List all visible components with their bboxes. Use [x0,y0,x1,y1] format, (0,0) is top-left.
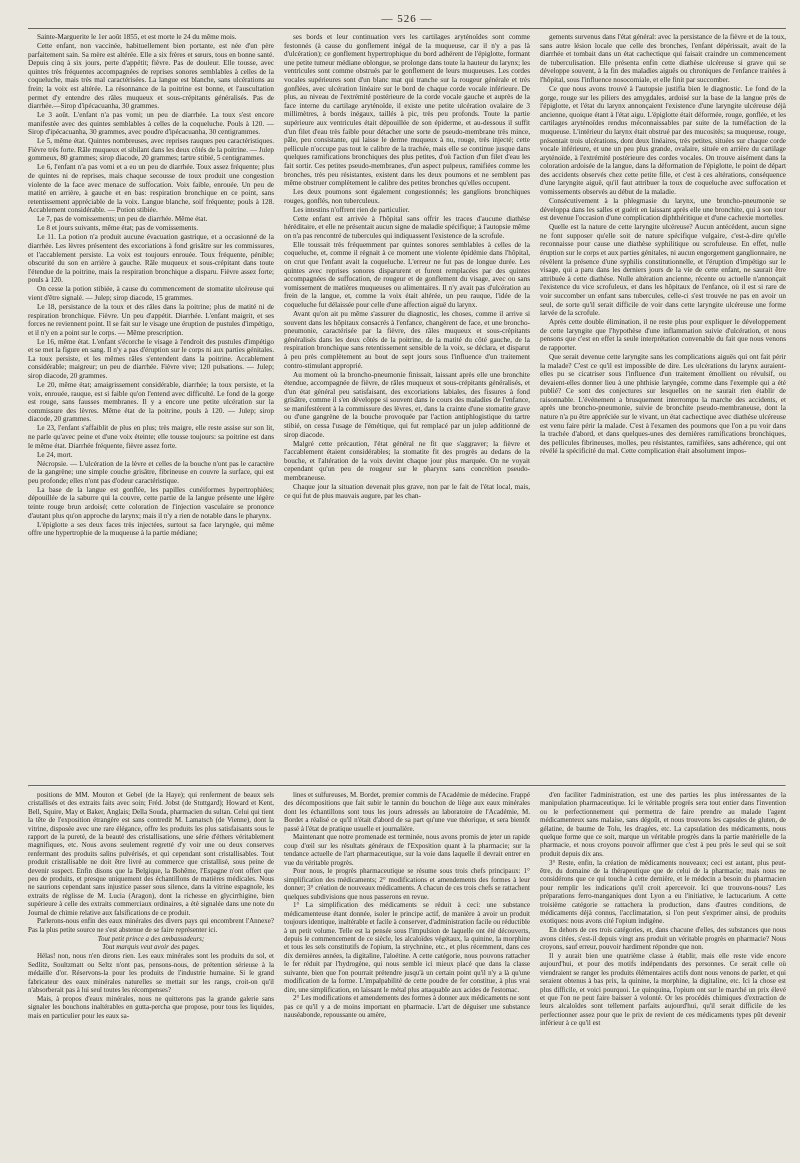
paragraph: Le 11. La potion n'a produit aucune évacuation gastrique, et a occasionné de la diarrhée. Les lèvres présentent des excoriations à fond grisâtre sur les commissures, et l'accablement persiste. La voix est toujours enrouée. Toux fréquente, pénible; obscurité du son en arrière à gauche. Râle muqueux et sous-crépitant dans toute l'étendue de la poitrine, mais la respiration bronchique a disparu. Fièvre assez forte; pouls à 120. [28,233,274,285]
paragraph: Il y aurait bien une quatrième classe à établir, mais elle reste vide encore aujourd'hui, et pour des motifs indépendants des personnes. Ce serait celle où viendraient se ranger les produits élémentaires actifs dont nous venons de parler, et qui seraient obtenus à bas prix, la quinine, la morphine, la digitaline, etc. Ici la chose est plus difficile, et voici pourquoi. Le quinquina, l'opium ont sur le marché un prix élevé et que l'on ne peut faire baisser à volonté. Or les procédés chimiques d'extraction de leurs alcaloïdes sont tellement parfaits aujourd'hui, qu'il serait difficile de les perfectionner assez pour que le prix de revient de ces médicaments types pût devenir inférieur à ce qu'il est [540,951,786,1028]
paragraph: Que serait devenue cette laryngite sans les complications aiguës qui ont fait périr la malade? C'est ce qu'il est impossible de dire. Les ulcérations du larynx auraient-elles pu se cicatriser sous l'influence d'un traitement émollient ou révulsif, ou devaient-elles donner lieu à une phthisie laryngée, comme dans l'exemple qui a été publié? Ce sont des conjectures sur lesquelles on ne saurait rien établir de raisonnable. L'événement a brusquement interrompu la marche des accidents, et après une broncho-pneumonie, suivie de bronchite pseudo-membraneuse, dont la nature n'a pu être appréciée sur le vivant, un état cachectique avec diathèse ulcéreuse est venu faire périr la malade. C'est à l'examen des poumons que l'on a pu voir dans la trachée d'abord, et dans quelques-unes des dernières ramifications bronchiques, des pellicules fibrineuses, molles, peu résistantes, ramifiées, sans adhérence, qui ont révélé la spécificité du mal. Cette complication était absolument impos- [540,352,786,456]
paragraph: Hélas! non, nous n'en dirons rien. Les eaux minérales sont les produits du sol, et Sedlitz, Soultzmatt ou Seltz n'ont pas, pensons-nous, de prétention sérieuse à la médaille d'or. Réservons-la pour les produits de l'industrie humaine. Si le grand fabricateur des eaux minérales naturelles se mettait sur les rangs, croit-on qu'il n'absorberait pas à lui seul toutes les récompenses? [28,952,274,994]
paragraph: L'épiglotte a ses deux faces très injectées, surtout sa face laryngée, qui même offre une hypertrophie de la muqueuse à la partie médiane; [28,520,274,538]
paragraph: Avant qu'on ait pu même s'assurer du diagnostic, les choses, comme il arrive si souvent dans les hôpitaux consacrés à l'enfance, changèrent de face, et une broncho-pneumonie, caractérisée par la fièvre, des râles muqueux et sous-crépitants généralisés dans les deux côtés de la poitrine, de la matité du côté gauche, de la respiration bronchique sans retentissement sensible de la voix, se déclara, et disparut à peu près complètement au bout de sept jours sous l'influence d'un traitement contro-stimulant approprié. [284,309,530,370]
upper-column-1 [28,33,274,785]
paragraph: Cette enfant, non vaccinée, habituellement bien portante, est née d'un père parfaitement sain. Sa mère est altérée. Elle a six frères et sœurs, tous en bonne santé. Depuis cinq à six jours, perte d'appétit; fièvre. Pas de douleur. Elle tousse, avec quintes très fréquentes accompagnées de reprises sonores semblables à celles de la coqueluche, mais très mal caractérisées. La langue est blanche, sans ulcérations au frein; la voix est altérée. La résonnance de la poitrine est bonne, et l'auscultation permet d'y entendre des râles muqueux et sous-crépitants généralisés. Pas de diarrhée.—Sirop d'ipécacuanha, 30 grammes. [28,41,274,111]
paragraph: Les deux poumons sont également congestionnés; les ganglions bronchiques rouges, gonflés, non tuberculeux. [284,188,530,205]
paragraph: Maintenant que notre promenade est terminée, nous avons promis de jeter un rapide coup d'œil sur les résultats généraux de l'Exposition quant à la pharmacie; sur la tendance actuelle de l'art pharmaceutique, sur la voie dans laquelle il devrait entrer en vue du véritable progrès. [284,833,530,867]
paragraph: Sainte-Marguerite le 1er août 1855, et est morte le 24 du même mois. [37,33,237,41]
paragraph: gements survenus dans l'état général: avec la persistance de la fièvre et de la toux, sans autre lésion locale que celle des bronches, l'enfant dépérissait, avait de la diarrhée et tombait dans un état cachectique qui faisait craindre un commencement de tuberculisation. Elle présenta enfin cette diathèse ulcéreuse si grave qui se développe souvent, à la fin des maladies aiguës ou chroniques de l'enfance traitées à l'hôpital, sous l'influence nosocomiale, et elle finit par succomber. [540,33,786,84]
paragraph: Cette enfant est arrivée à l'hôpital sans offrir les traces d'aucune diathèse héréditaire, et elle ne présentait aucun signe de maladie spécifique; à l'autopsie même on n'a pas rencontré de tubercules qui indiquassent l'existence de la scrofule. [284,214,530,240]
paragraph: Le 18, persistance de la toux et des râles dans la poitrine; plus de matité ni de respiration bronchique. Fièvre. Un peu d'appétit. Diarrhée. L'enfant maigrit, et ses forces ne reviennent point. Il se fait sur le visage une éruption de pustules d'impétigo, et il n'y en a point sur le corps. — Même prescription. [28,302,274,337]
paragraph: Au moment où la broncho-pneumonie finissait, laissant après elle une bronchite étendue, accompagnée de fièvre, de râles muqueux et sous-crépitants généralisés, et d'un état général peu satisfaisant, des excoriations labiales, des fissures à fond grisâtre, comme il s'en développe si souvent dans le cours des maladies de l'enfance, se manifestèrent à la commissure des lèvres, et, dans la crainte d'une stomatite grave ou d'une gangrène de la bouche provoquée par l'action antiphlogistique du tartre stibié, on cessa l'usage de l'émétique, qui fut remplacé par un julep additionné de sirop diacode. [284,370,530,439]
paragraph: Elle toussait très fréquemment par quintes sonores semblables à celles de la coqueluche, et, comme il régnait à ce moment une violente épidémie dans l'hôpital, on crut que l'enfant avait la coqueluche. L'erreur ne fut pas de longue durée. Les quintes avec reprises sonores disparurent et furent remplacées par des quintes accompagnées de suffocation, de rougeur et de gonflement du visage, avec ou sans vomissement de matières muqueuses ou alimentaires. Il n'y avait pas d'ulcération au frein de la langue, et, comme la voix était altérée, un peu rauque, l'idée de la coqueluche fut délaissée pour celle d'une affection aiguë du larynx. [284,240,530,309]
paragraph: Tout petit prince a des ambassadeurs; [97,934,205,943]
paragraph: Le 24, mort. [37,450,73,459]
page-number: — 526 — [28,12,786,29]
paragraph: Parlerons-nous enfin des eaux minérales des divers pays qui encombrent l'Annexe? Pas la plus petite source ne s'est abstenue de se faire représenter ici. [28,917,274,934]
paragraph: Consécutivement à la phlegmasie du larynx, une broncho-pneumonie se développa dans les salles et guérit en laissant après elle une bronchite, qui à son tour est devenue l'occasion d'une complication diphthéritique et d'une cachexie mortelles. [540,197,786,223]
paragraph: Le 8 et jours suivants, même état; pas de vomissements. [37,224,199,233]
paragraph: 2° Les modifications et amendements des formes à donner aux médicaments ne sont pas ce qu'il y a de moins important en pharmacie. L'art de déguiser une substance nauséabonde, repoussante ou amère, [284,994,530,1020]
lower-column-3 [540,791,786,1163]
paragraph: positions de MM. Mouton et Gebel (de la Haye); qui renferment de beaux sels cristallisés et des extraits faits avec soin; Fréd. Jobst (de Stuttgard); Howard et Kent, Bell, Squire, May et Baker, Anglais; Della Souda, pharmacien du sultan. Celui qui tient la tête de l'exposition étrangère est sans contredit M. Lamatsch (de Vienne), dont la vitrine, disposée avec une rare élégance, offre les produits les plus satisfaisants sous le rapport de la pureté, de la beauté des cristallisations, une série d'éthers véritablement magnifiques, etc. Nous avons seulement regretté d'y voir une ou deux conserves renfermant des produits salins pulvérisés, et qui cependant sont cristallisables. Tout produit cristallisable ne doit être livré au commerce que cristallisé, sous peine de devenir suspect. Enfin disons que la Belgique, la Bohême, l'Espagne n'ont offert que peu de produits, et presque uniquement des échantillons de matières médicales. Nous ne saurions cependant sans injustice passer sous silence, dans la vitrine espagnole, les extraits de réglisse de M. Lucia (Aragon), dont la richesse en glycirrhigine, bien supérieure à celle des extraits commerciaux ordinaires, a été signalée dans une note du Journal de chimie relative aux falsifications de ce produit. [28,791,274,917]
paragraph: Le 7, pas de vomissements; un peu de diarrhée. Même état. [37,215,208,224]
paragraph: Tout marquis veut avoir des pages. [102,943,200,952]
lower-column-1 [28,791,274,1163]
paragraph: Les intestins n'offrent rien de particulier. [293,205,410,214]
paragraph: Le 3 août. L'enfant n'a pas vomi; un peu de diarrhée. La toux s'est encore manifestée avec des quintes semblables à celles de la coqueluche. Pouls à 120. — Sirop d'ipécacuanha, 30 grammes, avec poudre d'ipécacuanha, 30 centigrammes. [28,111,274,137]
upper-section [28,33,786,785]
paragraph: ses bords et leur continuation vers les cartilages aryténoïdes sont comme festonnés (à cause du gonflement inégal de la muqueuse, car il n'y a pas là d'ulcération); ce gonflement hypertrophique du bord adhérent de l'épiglotte, formant une petite tumeur médiane oblongue, se prolonge dans toute la hauteur du larynx; les ventricules sont comme obstrués par le gonflement de leurs muqueuses. Les cordes vocales supérieures sont d'un blanc mat qui tranche sur la rougeur générale et très gonflées, avec ulcération linéaire sur le bord de chaque corde vocale inférieure. De plus, au niveau de l'extrémité postérieure de la corde vocale gauche et auprès de la face interne du cartilage aryténoïde, il existe une petite ulcération ovalaire de 3 millimètres, à bords inégaux, taillés à pic, très peu profonds. Toute la partie supérieure aux ventricules était dépouillée de son épiderme, et au-dessous il suffit d'un filet d'eau très faible pour détacher une sorte de pseudo-membrane très mince, pâle, peu consistante, qui laisse le derme muqueux à nu, rouge, très injecté; cette pellicule n'occupe pas tout le calibre de la trachée, mais elle se continue jusque dans quelques ramifications bronchiques des plus petites, d'où l'action d'un filet d'eau les fait sortir. Ces petites pseudo-membranes, d'un aspect pulpeux, ramifiées comme les bronches, très peu résistantes, existent dans les deux poumons et ne semblent pas même obstruer complètement le calibre des petites bronches qu'elles occupent. [284,33,530,188]
section-divider [28,785,786,787]
paragraph: Le 5, même état. Quintes nombreuses, avec reprises rauques peu caractéristiques. Fièvre très forte. Râle muqueux et sibilant dans les deux côtés de la poitrine. — Julep gommeux, 80 grammes; sirop diacode, 20 grammes; tartre stibié, 5 centigrammes. [28,137,274,163]
paragraph: Ce que nous avons trouvé à l'autopsie justifia bien le diagnostic. Le fond de la gorge, rouge sur les piliers des amygdales, ardoisé sur la base de la langue près de l'épiglotte, et l'état du larynx annonçaient l'existence d'une laryngite ulcéreuse déjà ancienne, quoique étant à l'état aigu. L'épiglotte était déformée, rouge, gonflée, et les cartilages aryténoïdes rendus méconnaissables par suite de la tuméfaction de la muqueuse. L'intérieur du larynx était obstrué par des mucosités; sa muqueuse, rouge, présentait trois ulcérations, dont deux linéaires, très petites, situées sur chaque corde vocale inférieure, et une un peu plus grande, ovalaire, située en arrière du cartilage aryténoïde, à l'extrémité postérieure des cordes vocales. On trouve aisément dans la coloration ardoisée de la langue, dans la déformation de l'épiglotte, le point de départ des accidents observés chez cette petite fille, et c'est à ces altérations, conséquence d'une laryngite aiguë, qu'il faut attribuer la toux de coqueluche avec suffocation et vomissements observés au début de la maladie. [540,84,786,197]
paragraph: Le 6, l'enfant n'a pas vomi et a eu un peu de diarrhée. Toux assez fréquente; plus de quintes ni de reprises, mais chaque secousse de toux produit une congestion violente de la face avec menace de suffocation. Voix faible, enrouée. Un peu de matité en arrière, à gauche et en bas: respiration bronchique en ce point, sans retentissement appréciable de la voix. Langue blanche, soif fréquente; pouls à 128. Accablement considérable. — Potion stibiée. [28,163,274,215]
lower-section [28,791,786,1163]
paragraph: La base de la langue est gonflée, les papilles cunéiformes hypertrophiées; dépouillée de la saburre qui la couvre, cette partie de la langue présente une légère teinte rouge brun ardoisé; cette coloration de l'injection vasculaire se prononce d'autant plus qu'on approche du larynx; mais il n'y a rien de notable dans le pharynx. [28,485,274,520]
paragraph: Le 20, même état; amaigrissement considérable, diarrhée; la toux persiste, et la voix, enrouée, rauque, est si faible qu'on l'entend avec difficulté. Le fond de la gorge est rouge, sans fausses membranes. Il y a encore une petite ulcération sur la commissure des lèvres. Même état de la poitrine, pouls à 120. — Julep; sirop diacode, 20 grammes. [28,381,274,424]
paragraph: Quelle est la nature de cette laryngite ulcéreuse? Aucun antécédent, aucun signe ne font supposer qu'elle soit de nature spécifique vulgaire, c'est-à-dire qu'elle reconnaisse pour cause une diathèse syphilitique ou scrofuleuse. En effet, nulle éruption sur le corps et aux parties génitales, ni aucun engorgement ganglionnaire, ne révèlent la présence d'une syphilis constitutionnelle, et l'éruption d'impétigo sur le visage, qui a paru dans les derniers jours de la vie de cette enfant, ne saurait être attribuée à cette diathèse. Nulle altération ancienne, récente ou actuelle n'annonçait l'existence du vice scrofuleux, et dans les hôpitaux de l'enfance, où il est si rare de voir succomber un enfant sans tubercules, celle-ci s'est trouvée ne pas en avoir un seul, de sorte qu'il serait difficile de voir dans cette laryngite ulcéreuse une forme larvée de la scrofule. [540,223,786,318]
paragraph: Chaque jour la situation devenait plus grave, non par le fait de l'état local, mais, ce qui fut de plus mauvais augure, par les chan- [284,483,530,500]
paragraph: lines et sulfureuses, M. Bordet, premier commis de l'Académie de médecine. Frappé des décompositions que fait subir le tannin du bouchon de liège aux eaux minérales dont les échantillons sont tous les jours adressés au laboratoire de l'Académie, M. Bordet a réalisé ce qu'il n'était d'abord de sa part qu'une vue théorique, et sera bientôt passé à l'état de pratique usuelle et journalière. [284,791,530,833]
paragraph: Le 23, l'enfant s'affaiblit de plus en plus; très maigre, elle reste assise sur son lit, ne parle qu'avec peine et d'une voix éteinte; elle tousse toujours: sa poitrine est dans le même état. Diarrhée fréquente, fièvre assez forte. [28,424,274,450]
paragraph: Mais, à propos d'eaux minérales, nous ne quitterons pas la grande galerie sans signaler les bouchons inaltérables en gutta-percha que propose, pour tous les liquides, mais en particulier pour les eaux sa- [28,994,274,1020]
paragraph: Le 16, même état. L'enfant s'écorche le visage à l'endroit des pustules d'impétigo et se met la figure en sang. Il n'y a pas d'éruption sur le corps ni aux parties génitales. La toux persiste, et les mêmes râles s'entendent dans la poitrine. Accablement considérable; maigreur; un peu de diarrhée. Fièvre vive; 120 pulsations. — Julep; sirop diacode, 20 grammes. [28,337,274,381]
paragraph: En dehors de ces trois catégories, et, dans chacune d'elles, des substances que nous avons citées, s'est-il depuis vingt ans produit un véritable progrès en pharmacie? Nous croyons, sauf erreur, pouvoir hardiment répondre que non. [540,926,786,952]
paragraph: On cesse la potion stibiée, à cause du commencement de stomatite ulcéreuse qui vient d'être signalé. — Julep; sirop diacode, 15 grammes. [28,285,274,302]
paragraph: Nécropsie. — L'ulcération de la lèvre et celles de la bouche n'ont pas le caractère de la gangrène; une simple couche grisâtre, fibrineuse en couvre la surface, qui est peu profonde; elles n'ont pas d'odeur caractéristique. [28,459,274,485]
upper-column-3 [540,33,786,785]
lower-column-2 [284,791,530,1163]
paragraph: Après cette double élimination, il ne reste plus pour expliquer le développement de cette laryngite que l'hypothèse d'une inflammation suivie d'ulcération, et nous pensons que c'est en effet la seule interprétation convenable du fait que nous venons de rapporter. [540,318,786,352]
upper-column-2 [284,33,530,785]
paragraph: d'en faciliter l'administration, est une des parties les plus intéressantes de la manipulation pharmaceutique. Ici le véritable progrès sera tout entier dans l'invention ou le perfectionnement qui permettra de faire prendre au malade l'agent médicamenteux sans malaise, sans dégoût, et nous trouvons les capsules de gluten, de gélatine, de baume de Tolu, les dragées, etc. La capsulation des médicaments, nous quelque forme que ce soit, marque un véritable progrès dans la partie matérielle de la pharmacie, et nous croyons pouvoir affirmer que c'est à peu près le seul qui se soit produit depuis dix ans. [540,791,786,858]
paragraph: Pour nous, le progrès pharmaceutique se résume sous trois chefs principaux: 1° simplification des médicaments; 2° modifications et amendements des formes à leur donner; 3° création de nouveaux médicaments. A chacun de ces trois chefs se rattachent quelques subdivisions que nous passerons en revue. [284,867,530,901]
paragraph: Malgré cette précaution, l'état général ne fit que s'aggraver; la fièvre et l'accablement étaient considérables; la stomatite fit des progrès au dedans de la bouche, et l'altération de la voix devint chaque jour plus marquée. On ne voyait cependant qu'un peu de rougeur sur le pharynx sans concrétion pseudo-membraneuse. [284,439,530,483]
paragraph: 1° La simplification des médicaments se réduit à ceci: une substance médicamenteuse étant donnée, isoler le principe actif, de manière à avoir un produit toujours identique, inaltérable et facile à conserver, d'administration facile ou réductible à un petit volume. Telle est la pensée sous l'impulsion de laquelle ont été découverts, depuis le commencement de ce siècle, les alcaloïdes végétaux, la quinine, la morphine et tous les sels constitutifs de l'opium, la strychnine, etc., et plus récemment, dans ces dix dernières années, la digitaline, l'aloétine. A cette catégorie, nous pouvons rattacher le fer réduit par l'hydrogène, qui nous semble ici mieux placé que dans la classe suivante, bien que l'on pourrait prétendre jusqu'à un certain point qu'il n'y a là qu'une modification de la forme. L'impalpabilité de cette poudre de fer constitue, à plus vrai dire, une simplification, en laissant le métal plus attaquable aux acides de l'estomac. [284,901,530,994]
paragraph: 3° Reste, enfin, la création de médicaments nouveaux; ceci est autant, plus peut-être, du domaine de la thérapeutique que de celui de la pharmacie; mais nous ne considérons que ce qui touche à cette dernière, et le médecin a besoin du pharmacien pour remplir les indications qu'il croit apercevoir. Ici que trouvons-nous? Les préparations ferro-manganiques dont Lyon a eu l'initiative, le lactucarium. A cette troisième catégorie se rattachera la production, dans d'autres conditions, de médicaments déjà connus, l'acclimatation, si l'on peut s'exprimer ainsi, de produits exotiques: nous avons cité l'opium indigène. [540,858,786,926]
